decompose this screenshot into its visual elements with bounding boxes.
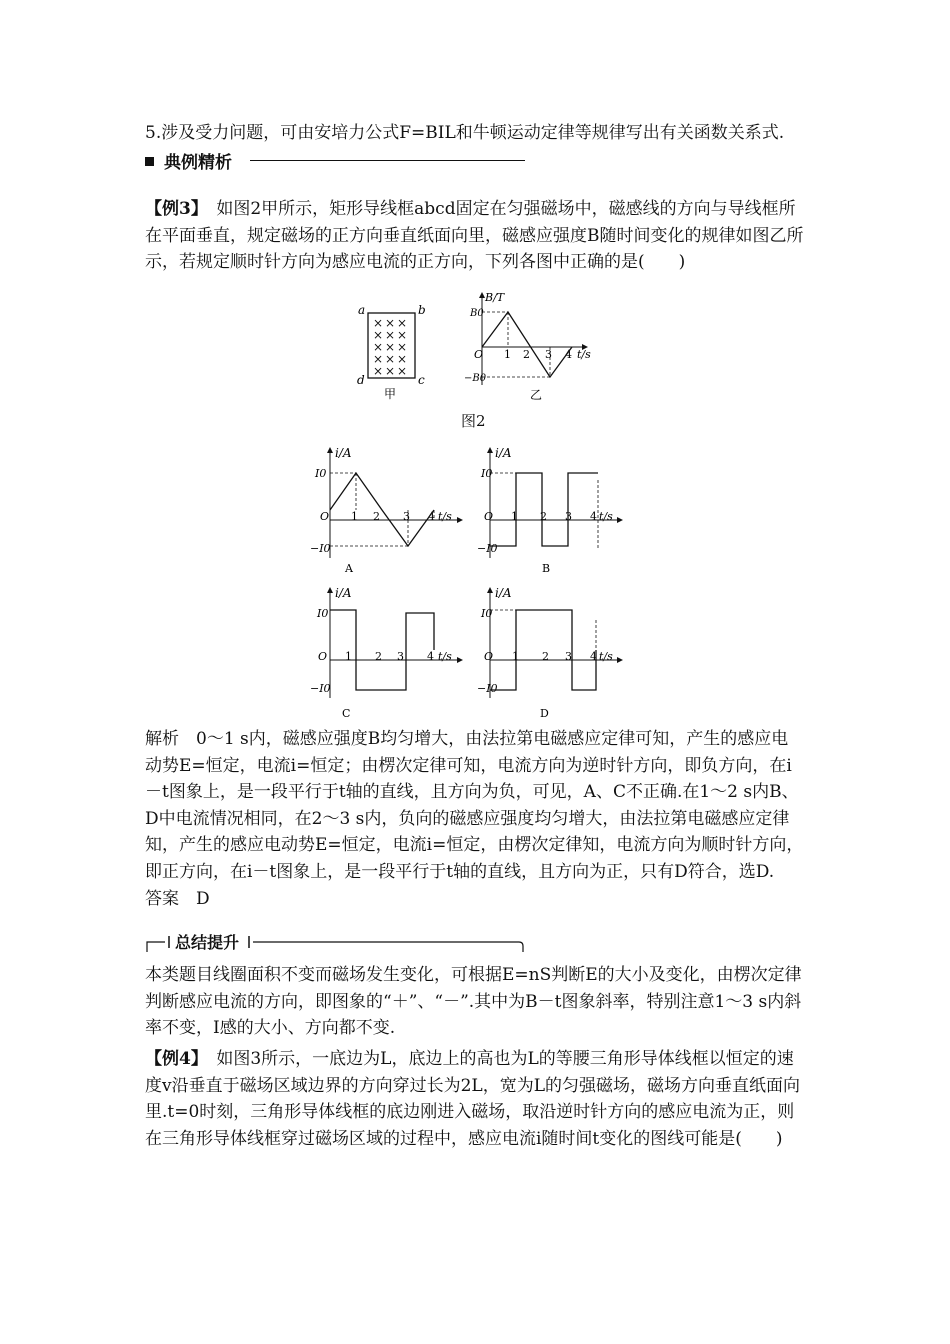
svg-text:i/A: i/A [495,586,512,600]
example4-text: 如图3所示，一底边为L，底边上的高也为L的等腰三角形导体线框以恒定的速度v沿垂直于磁场区域边界的方向穿过长为2L，宽为L的匀强磁场，磁场方向垂直纸面向里.t=0时刻，三角形导体线框的底边刚进入磁场，取沿逆时针方向的感应电流为正，则在三角形导体线框穿过磁场区域的过程中，感应电流i随时间t变化的图线可能是( ) [145,1049,800,1149]
svg-text:2: 2 [373,510,380,523]
svg-text:i/A: i/A [495,446,512,460]
b-xlabel: t/s [577,348,591,361]
choice-a-waveform [330,473,434,546]
svg-text:×: × [397,328,408,342]
choice-a-graph [300,440,470,580]
svg-text:3: 3 [397,650,404,663]
svg-text:t/s: t/s [438,650,452,663]
choice-d-graph [460,580,630,720]
svg-text:×: × [385,328,396,342]
svg-text:3: 3 [403,510,410,523]
svg-text:1: 1 [351,510,358,523]
svg-text:t/s: t/s [599,510,613,523]
svg-text:4: 4 [428,510,435,523]
svg-text:×: × [385,316,396,330]
svg-text:1: 1 [512,650,519,663]
answer-value: D [196,889,210,909]
svg-text:4: 4 [590,650,597,663]
svg-text:×: × [397,364,408,378]
svg-text:I0: I0 [317,607,329,620]
svg-text:t/s: t/s [599,650,613,663]
choice-b-label: B [542,562,551,575]
svg-text:1: 1 [504,348,511,361]
choice-b-graph [460,440,630,580]
example3-text: 如图2甲所示，矩形导线框abcd固定在匀强磁场中，磁感线的方向与导线框所在平面垂直，规定磁场的正方向垂直纸面向里，磁感应强度B随时间变化的规律如图乙所示，若规定顺时针方向为感应电流的正方向，下列各图中正确的是( ) [145,199,804,272]
summary-text: 本类题目线圈面积不变而磁场发生变化，可根据E=nS判断E的大小及变化，由楞次定律判断感应电流的方向，即图象的“＋”、“－”.其中为B－t图象斜率，特别注意1～3 s内斜率不变，I感的大小、方向都不变. [145,965,802,1038]
svg-text:×: × [373,352,384,366]
svg-text:×: × [385,364,396,378]
example3-tag: 【例3】 [145,199,200,219]
corner-a: a [358,303,366,317]
corner-d: d [357,373,365,387]
b-pos-label: B0 [470,308,484,319]
corner-c: c [418,373,425,387]
svg-text:×: × [385,352,396,366]
svg-text:i/A: i/A [335,446,352,460]
figure2-caption: 图2 [461,412,486,430]
b-t-graph [464,291,591,402]
svg-text:1: 1 [511,510,518,523]
svg-text:−I0: −I0 [310,542,331,555]
svg-text:×: × [385,340,396,354]
svg-text:4: 4 [565,348,572,361]
choice-c-label: C [342,707,351,720]
choice-d-label: D [540,707,549,720]
svg-text:I0: I0 [481,607,493,620]
svg-text:4: 4 [590,510,597,523]
svg-text:3: 3 [565,510,572,523]
svg-text:−I0: −I0 [477,542,498,555]
label-jia: 甲 [384,387,397,401]
example4-tag: 【例4】 [145,1049,200,1069]
svg-text:I0: I0 [481,467,493,480]
svg-text:3: 3 [545,348,552,361]
svg-text:×: × [373,340,384,354]
answer-label: 答案 [145,889,179,909]
svg-text:t/s: t/s [438,510,452,523]
choice-c-graph [300,580,470,720]
svg-text:−I0: −I0 [310,682,331,695]
svg-text:2: 2 [542,650,549,663]
svg-text:2: 2 [540,510,547,523]
label-yi: 乙 [530,388,543,402]
section-divider [250,160,525,161]
svg-text:×: × [373,364,384,378]
magnetic-field-crosses [373,316,407,378]
svg-text:O: O [484,650,494,663]
example4-paragraph [145,1046,805,1152]
b-neg-label: −B0 [464,373,487,384]
section-title: 典例精析 [145,148,232,173]
choice-a-label: A [345,562,353,575]
svg-text:O: O [320,510,330,523]
svg-text:2: 2 [523,348,530,361]
svg-text:4: 4 [427,650,434,663]
svg-text:O: O [318,650,328,663]
b-origin: O [474,348,484,361]
svg-text:×: × [397,316,408,330]
svg-text:×: × [397,340,408,354]
summary-label: 总结提升 [175,933,240,952]
svg-text:×: × [373,328,384,342]
svg-text:2: 2 [375,650,382,663]
svg-text:O: O [484,510,494,523]
corner-b: b [418,303,426,317]
analysis-label: 解析 [145,729,179,749]
analysis-text: 0～1 s内，磁感应强度B均匀增大，由法拉第电磁感应定律可知，产生的感应电动势E=恒定，电流i=恒定；由楞次定律可知，电流方向为逆时针方向，即负方向，在i－t图象上，是一段平行于t轴的直线，且方向为负，可见，A、C不正确.在1～2 s内B、D中电流情况相同，在2～3 s内，负向的磁感应强度均匀增大，由法拉第电磁感应定律知，产生的感应电动势E=恒定，电流i=恒定，由楞次定律知，电流方向为顺时针方向，即正方向，在i－t图象上，是一段平行于t轴的直线，且方向为正，只有D符合，选D. [145,729,804,882]
example3-paragraph [145,196,805,276]
answer-line [145,886,805,913]
frame-diagram [357,303,426,401]
svg-text:I0: I0 [315,467,327,480]
b-ylabel: B/T [485,291,505,304]
svg-text:×: × [397,352,408,366]
svg-text:3: 3 [565,650,572,663]
svg-text:−I0: −I0 [477,682,498,695]
svg-text:×: × [373,316,384,330]
svg-text:1: 1 [345,650,352,663]
svg-text:i/A: i/A [335,586,352,600]
square-bullet-icon [145,157,154,166]
analysis-paragraph [145,726,805,885]
intro-line: 5.涉及受力问题，可由安培力公式F=BIL和牛顿运动定律等规律写出有关函数关系式. [145,123,785,143]
